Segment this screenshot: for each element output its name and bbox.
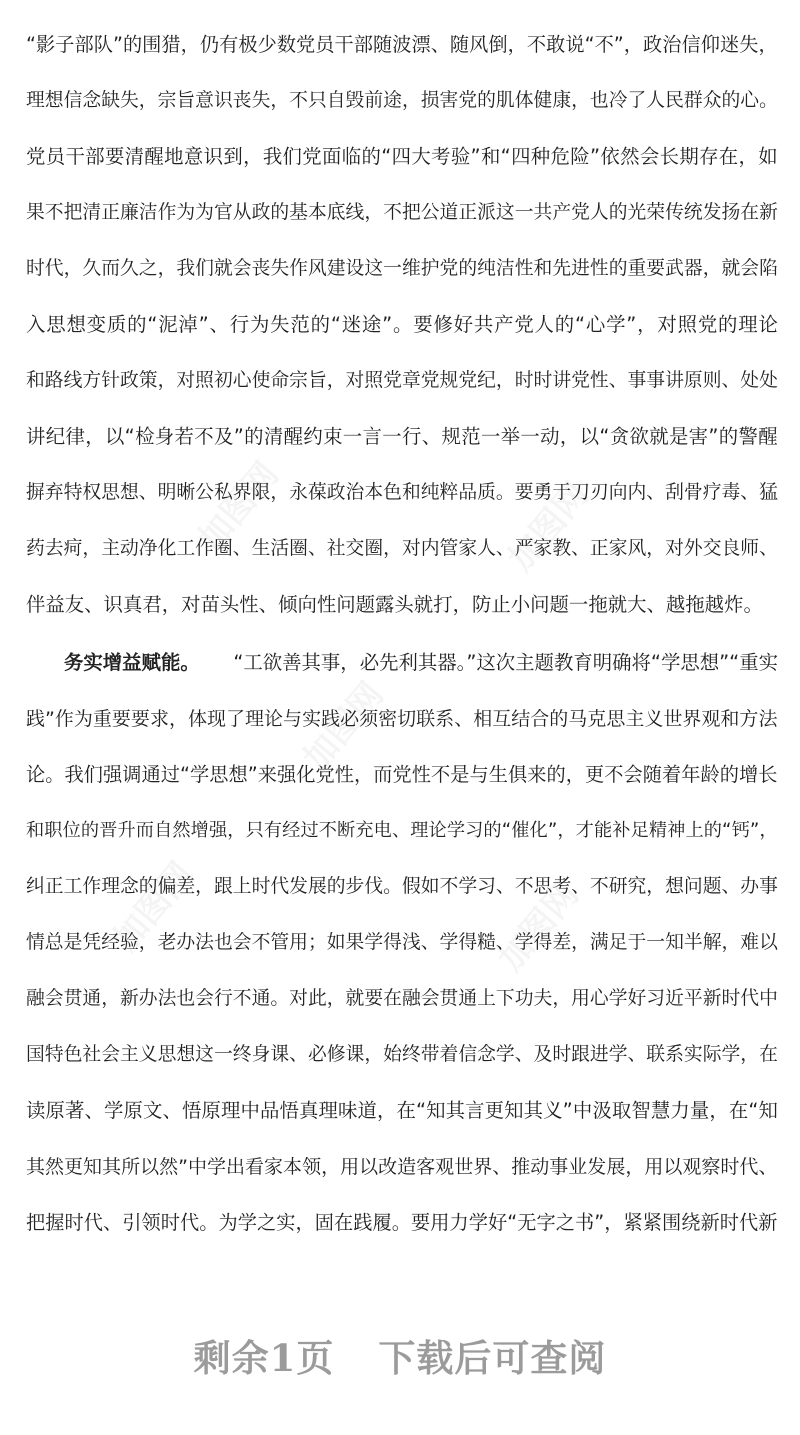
text-line: “ 影 子 部 队 ” 的 围 猎 ， 仍 有 极 少 数 党 员 干 部 随 波 漂 、 随 风 倒 ， 不 敢 说 “ 不 ” ， 政 治 信 仰 迷 失 ， — [26, 33, 778, 56]
text-line: 和 路 线 方 针 政 策 ， 对 照 初 心 使 命 宗 旨 ， 对 照 党 章 党 规 党 纪 ， 时 时 讲 党 性 、 事 事 讲 原 则 、 处 处 — [26, 370, 778, 391]
text-line: 入 思 想 变 质 的 “ 泥 淖 ” 、 行 为 失 范 的 “ 迷 途 ” 。 要 修 好 共 产 党 人 的 “ 心 学 ” ， 对 照 党 的 理 论 — [26, 313, 778, 336]
text-line: 把 握 时 代 、 引 领 时 代 。 为 学 之 实 ， 固 在 践 履 。 要 用 力 学 好 “ 无 字 之 书 ” ， 紧 紧 围 绕 新 时 代 新 — [26, 1211, 778, 1234]
download-prompt-label: 下载后可查阅 — [378, 1336, 607, 1380]
text-line: 纠 正 工 作 理 念 的 偏 差 ， 跟 上 时 代 发 展 的 步 伐 。 假 如 不 学 习 、 不 思 考 、 不 研 究 ， 想 问 题 、 办 事 — [26, 876, 778, 897]
text-line: 读 原 著 、 学 原 文 、 悟 原 理 中 品 悟 真 理 味 道 ， 在 “ 知 其 言 更 知 其 义 ” 中 汲 取 智 慧 力 量 ， 在 “ 知 — [26, 1099, 778, 1122]
text-line: 务实增益赋能。 “工欲善其事，必先利其器。”这次主题教育明确将“学思想”“重实 — [64, 648, 778, 678]
text-line: 药 去 疴 ， 主 动 净 化 工 作 圈 、 生 活 圈 、 社 交 圈 ， 对 内 管 家 人 、 严 家 教 、 正 家 风 ， 对 外 交 良 师 、 — [26, 538, 778, 559]
remaining-pages-label: 剩余1页 — [193, 1336, 335, 1380]
text-line: 践 ” 作 为 重 要 要 求 ， 体 现 了 理 论 与 实 践 必 须 密 切 联 系 、 相 互 结 合 的 马 克 思 主 义 世 界 观 和 方 法 — [26, 708, 778, 730]
text-line: 其 然 更 知 其 所 以 然 ” 中 学 出 看 家 本 领 ， 用 以 改 造 客 观 世 界 、 推 动 事 业 发 展 ， 用 以 观 察 时 代 、 — [26, 1156, 778, 1178]
text-line: 摒 弃 特 权 思 想 、 明 晰 公 私 界 限 ， 永 葆 政 治 本 色 和 纯 粹 品 质 。 要 勇 于 刀 刃 向 内 、 刮 骨 疗 毒 、 猛 — [26, 482, 778, 503]
text-line: 果 不 把 清 正 廉 洁 作 为 为 官 从 政 的 基 本 底 线 ， 不 把 公 道 正 派 这 一 共 产 党 人 的 光 荣 传 统 发 扬 在 新 — [26, 202, 778, 223]
text-line: 讲 纪 律 ， 以 “ 检 身 若 不 及 ” 的 清 醒 约 束 一 言 一 行 、 规 范 一 举 一 动 ， 以 “ 贪 欲 就 是 害 ” 的 警 醒 — [26, 425, 778, 448]
text-line: 论 。 我 们 强 调 通 过 “ 学 思 想 ” 来 强 化 党 性 ， 而 党 性 不 是 与 生 俱 来 的 ， 更 不 会 随 着 年 龄 的 增 长 — [26, 763, 778, 786]
text-line: 时 代 ， 久 而 久 之 ， 我 们 就 会 丧 失 作 风 建 设 这 一 维 护 党 的 纯 洁 性 和 先 进 性 的 重 要 武 器 ， 就 会 陷 — [26, 258, 778, 279]
text-line: 伴益友、识真君，对苗头性、倾向性问题露头就打，防止小问题一拖就大、越拖越炸。 — [26, 593, 763, 616]
text-line: 党 员 干 部 要 清 醒 地 意 识 到 ， 我 们 党 面 临 的 “ 四 大 考 验 ” 和 “ 四 种 危 险 ” 依 然 会 长 期 存 在 ， 如 — [26, 145, 778, 168]
text-line: 情 总 是 凭 经 验 ， 老 办 法 也 会 不 管 用 ； 如 果 学 得 浅 、 学 得 糙 、 学 得 差 ， 满 足 于 一 知 半 解 ， 难 以 — [26, 932, 778, 953]
text-line: 理 想 信 念 缺 失 ， 宗 旨 意 识 丧 失 ， 不 只 自 毁 前 途 ， 损 害 党 的 肌 体 健 康 ， 也 冷 了 人 民 群 众 的 心 。 — [26, 90, 778, 111]
download-to-read-more-button[interactable] — [0, 1328, 800, 1382]
paragraph-lead-heading: 务实增益赋能。 — [64, 651, 200, 674]
text-line: 融 会 贯 通 ， 新 办 法 也 会 行 不 通 。 对 此 ， 就 要 在 融 会 贯 通 上 下 功 夫 ， 用 心 学 好 习 近 平 新 时 代 中 — [26, 988, 778, 1009]
text-line: 和 职 位 的 晋 升 而 自 然 增 强 ， 只 有 经 过 不 断 充 电 、 理 论 学 习 的 “ 催 化 ” ， 才 能 补 足 精 神 上 的 “ 钙 ” ， — [26, 820, 778, 841]
text-line: 国 特 色 社 会 主 义 思 想 这 一 终 身 课 、 必 修 课 ， 始 终 带 着 信 念 学 、 及 时 跟 进 学 、 联 系 实 际 学 ， 在 — [26, 1044, 778, 1065]
